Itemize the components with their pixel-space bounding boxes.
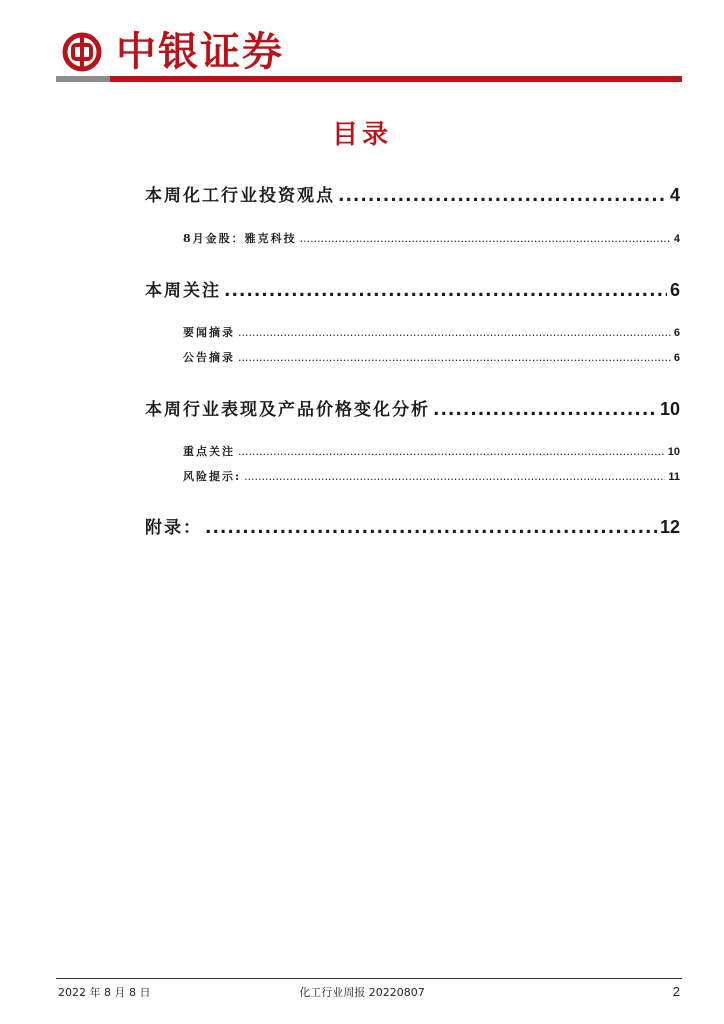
toc-entry-page: 11 xyxy=(668,471,680,483)
toc-entry-page: 10 xyxy=(659,399,680,419)
dot-leader xyxy=(238,445,665,458)
toc-entry[interactable] xyxy=(145,513,680,538)
toc-title: 目录 xyxy=(331,120,392,150)
brand-name: 中银证券 xyxy=(116,28,284,75)
footer-rule xyxy=(56,978,682,979)
toc-entry-label: 重点关注 xyxy=(183,445,235,458)
toc-entry-label: 本周关注 xyxy=(145,281,221,301)
toc-entry[interactable] xyxy=(145,395,680,420)
footer-report-title: 化工行业周报 20220807 xyxy=(299,986,425,999)
toc-entry-label: 附录： xyxy=(145,518,202,538)
toc-entry[interactable] xyxy=(183,468,680,484)
dot-leader xyxy=(205,518,657,538)
dot-leader xyxy=(433,400,657,420)
toc-entry-label: 风险提示: xyxy=(183,470,242,483)
toc-entry[interactable] xyxy=(145,276,680,301)
toc-entry-page: 6 xyxy=(673,327,680,339)
toc-entry-page: 4 xyxy=(669,185,680,205)
toc-entry[interactable] xyxy=(183,324,680,340)
footer-page-number: 2 xyxy=(672,984,680,999)
toc-entry-label: 本周化工行业投资观点 xyxy=(145,186,335,206)
footer-date: 2022 年 8 月 8 日 xyxy=(58,986,151,999)
header-rule-gray xyxy=(56,76,110,82)
toc-entry-label: 8月金股：雅克科技 xyxy=(183,232,297,245)
page-header xyxy=(56,22,682,82)
dot-leader xyxy=(300,232,671,245)
toc-entry[interactable] xyxy=(145,181,680,206)
toc-entry[interactable] xyxy=(183,443,680,459)
toc-entry-label: 要闻摘录 xyxy=(183,326,235,339)
boc-logo-icon xyxy=(62,32,102,72)
dot-leader xyxy=(244,470,665,483)
toc-entry-page: 12 xyxy=(659,517,680,537)
toc-entry[interactable] xyxy=(183,349,680,365)
header-rule-red xyxy=(110,76,682,82)
toc-entry-page: 6 xyxy=(669,280,680,300)
toc-entry-page: 10 xyxy=(667,446,680,458)
dot-leader xyxy=(224,281,667,301)
toc-entry[interactable] xyxy=(183,230,680,246)
toc-entry-label: 本周行业表现及产品价格变化分析 xyxy=(145,400,430,420)
toc-entry-page: 4 xyxy=(673,233,680,245)
toc-entry-page: 6 xyxy=(673,352,680,364)
dot-leader xyxy=(338,186,667,206)
dot-leader xyxy=(238,326,671,339)
dot-leader xyxy=(238,351,671,364)
toc-entry-label: 公告摘录 xyxy=(183,351,235,364)
